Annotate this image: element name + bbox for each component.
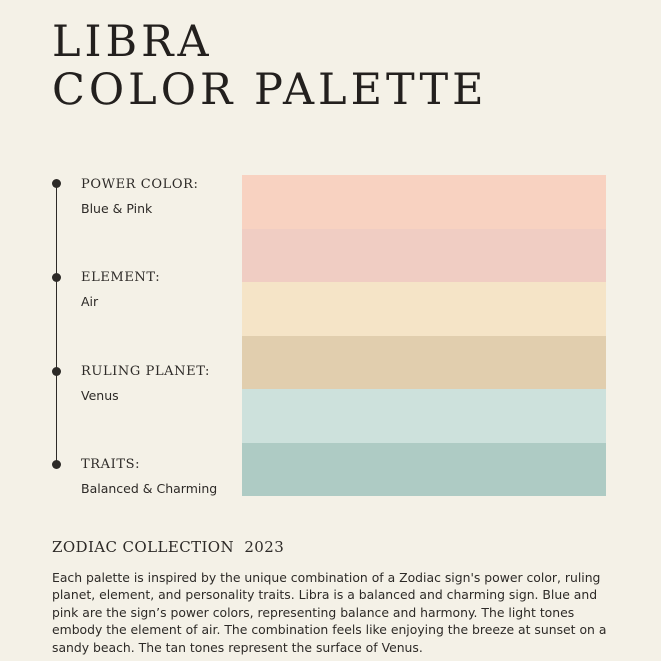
ruling-planet-label: RULING PLANET: xyxy=(81,364,211,379)
page-title xyxy=(52,18,488,114)
traits-label: TRAITS: xyxy=(81,457,141,472)
timeline-dot xyxy=(52,273,61,282)
timeline-dot xyxy=(52,460,61,469)
collection-heading: ZODIAC COLLECTION 2023 xyxy=(52,538,285,556)
ruling-planet-value: Venus xyxy=(81,388,119,403)
color-palette xyxy=(242,175,606,496)
color-swatch-1 xyxy=(242,175,606,229)
element-value: Air xyxy=(81,294,99,309)
description-text: Each palette is inspired by the unique combination of a Zodiac sign's power color, ruling planet, element, and personality traits. Libra is a balanced and charming sign. Blue and pink are the sign’s power colors, representing balance and harmony. The light tones embody the element of air. The combination feels like enjoying the breeze at sunset on a sandy beach. The tan tones represent the surface of Venus. xyxy=(52,570,607,655)
traits-value: Balanced & Charming xyxy=(81,481,218,496)
color-swatch-3 xyxy=(242,282,606,336)
color-swatch-4 xyxy=(242,336,606,390)
power-color-value: Blue & Pink xyxy=(81,201,153,216)
power-color-label: POWER COLOR: xyxy=(81,177,199,192)
timeline-line xyxy=(56,184,57,466)
title-line-1: LIBRA xyxy=(52,17,213,67)
element-label: ELEMENT: xyxy=(81,270,161,285)
timeline-dot xyxy=(52,179,61,188)
timeline-dot xyxy=(52,367,61,376)
color-swatch-5 xyxy=(242,389,606,443)
color-swatch-6 xyxy=(242,443,606,497)
color-swatch-2 xyxy=(242,229,606,283)
title-line-2: COLOR PALETTE xyxy=(52,65,488,115)
